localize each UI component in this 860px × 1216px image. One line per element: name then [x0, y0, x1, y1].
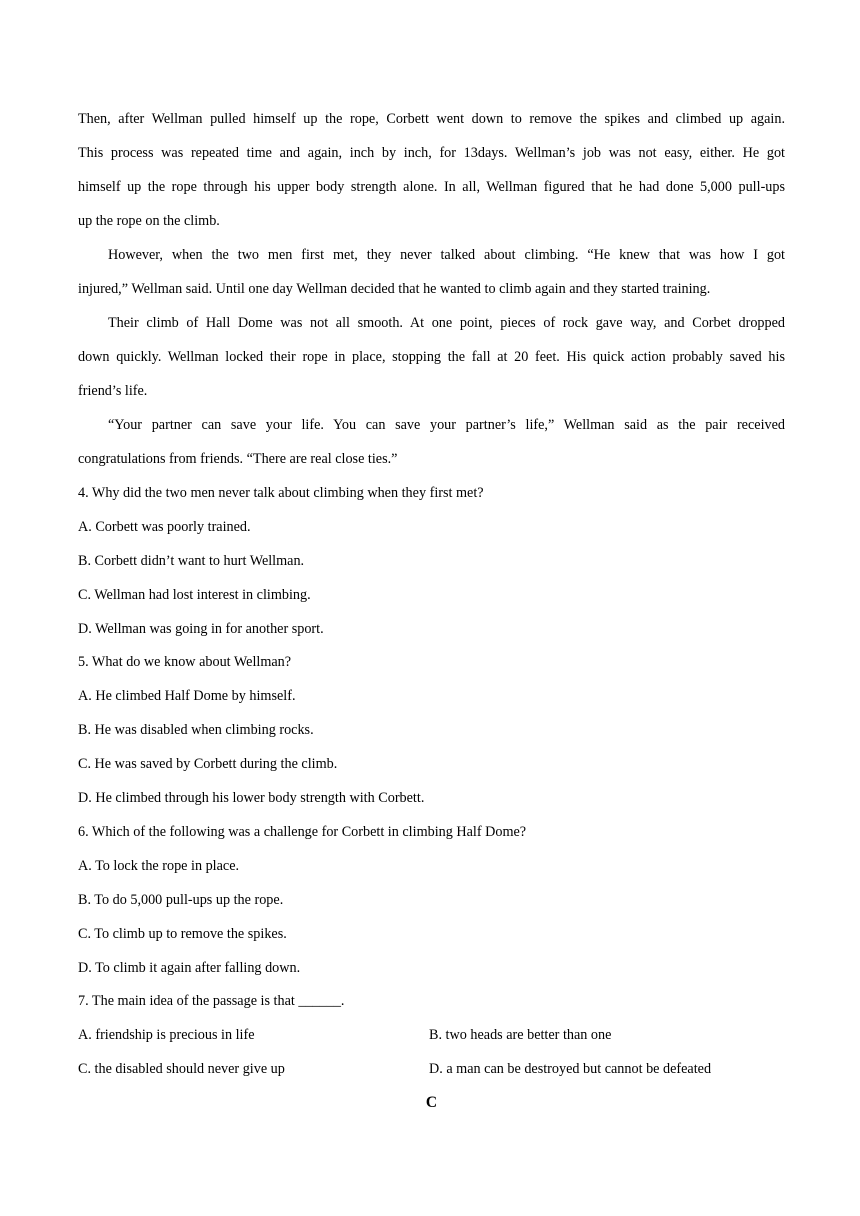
passage-line: “Your partner can save your life. You can save your partner’s life,” Wellman said as the pair received	[108, 417, 785, 433]
passage-line: Their climb of Hall Dome was not all smooth. At one point, pieces of rock gave way, and Corbet dropped	[108, 315, 785, 331]
question-option: C. Wellman had lost interest in climbing.	[78, 587, 311, 603]
question-option: A. He climbed Half Dome by himself.	[78, 688, 296, 704]
question-option: D. To climb it again after falling down.	[78, 960, 301, 976]
question-option: A. To lock the rope in place.	[78, 858, 240, 874]
passage-line: down quickly. Wellman locked their rope in place, stopping the fall at 20 feet. His quick action probably saved his	[78, 349, 785, 365]
question-option: C. To climb up to remove the spikes.	[78, 926, 287, 942]
passage-line: Then, after Wellman pulled himself up the rope, Corbett went down to remove the spikes and climbed up again.	[78, 111, 785, 127]
question-stem: 5. What do we know about Wellman?	[78, 654, 292, 670]
question-option: B. To do 5,000 pull-ups up the rope.	[78, 892, 284, 908]
question-stem: 7. The main idea of the passage is that ______.	[78, 993, 345, 1009]
passage-line: up the rope on the climb.	[78, 213, 220, 229]
passage-line: injured,” Wellman said. Until one day Wellman decided that he wanted to climb again and they started training.	[78, 281, 711, 297]
passage-line: This process was repeated time and again, inch by inch, for 13days. Wellman’s job was not easy, either. He got	[78, 145, 785, 161]
question-option: B. Corbett didn’t want to hurt Wellman.	[78, 553, 305, 569]
question-option: D. a man can be destroyed but cannot be defeated	[429, 1061, 712, 1077]
question-stem: 6. Which of the following was a challenge for Corbett in climbing Half Dome?	[78, 824, 527, 840]
question-option: C. the disabled should never give up	[78, 1061, 285, 1077]
passage-line: congratulations from friends. “There are real close ties.”	[78, 451, 398, 467]
question-stem: 4. Why did the two men never talk about climbing when they first met?	[78, 485, 484, 501]
passage-line: friend’s life.	[78, 383, 148, 399]
section-heading: C	[425, 1094, 438, 1111]
question-option: D. He climbed through his lower body strength with Corbett.	[78, 790, 425, 806]
question-option: C. He was saved by Corbett during the climb.	[78, 756, 338, 772]
question-option: D. Wellman was going in for another sport.	[78, 621, 324, 637]
passage-line: However, when the two men first met, they never talked about climbing. “He knew that was how I got	[108, 247, 785, 263]
question-option: B. two heads are better than one	[429, 1027, 612, 1043]
passage-line: himself up the rope through his upper body strength alone. In all, Wellman figured that he had done 5,000 pull-ups	[78, 179, 785, 195]
question-option: B. He was disabled when climbing rocks.	[78, 722, 314, 738]
question-option: A. Corbett was poorly trained.	[78, 519, 251, 535]
question-option: A. friendship is precious in life	[78, 1027, 255, 1043]
